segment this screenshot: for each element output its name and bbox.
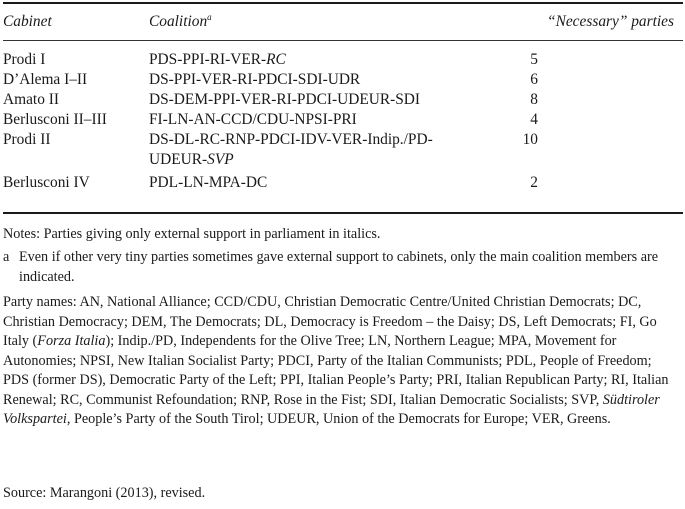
header-coalition	[149, 12, 212, 32]
table-bottom-rule	[3, 212, 683, 214]
table-top-rule	[3, 2, 683, 4]
coalition-cell	[149, 50, 286, 70]
table-row	[0, 173, 685, 193]
cabinet-cell: Prodi II	[3, 131, 51, 148]
coalition-cell: PDL-LN-MPA-DC	[149, 174, 268, 191]
cabinet-cell: Berlusconi IV	[3, 174, 90, 191]
coalition-cell: DS-DL-RC-RNP-PDCI-IDV-VER-Indip./PD-	[149, 131, 433, 148]
coalition-cell: DS-DEM-PPI-VER-RI-PDCI-UDEUR-SDI	[149, 91, 421, 108]
cabinet-cell: Amato II	[3, 91, 59, 108]
table-row	[0, 50, 685, 70]
necessary-cell: 4	[530, 111, 538, 128]
cabinet-cell: D’Alema I–II	[3, 71, 88, 88]
necessary-cell: 10	[522, 131, 538, 148]
coalition-text: UDEUR-	[149, 151, 208, 168]
coalition-cell-line2	[149, 150, 234, 170]
party-names-text: , People’s Party of the South Tirol; UDEUR, Union of the Democrats for Europe; VER, Greens.	[66, 411, 611, 427]
coalition-external-support: RC	[266, 51, 286, 68]
necessary-cell: 5	[530, 51, 538, 68]
table-row	[0, 110, 685, 130]
footnote-a-label: a	[3, 249, 10, 265]
table-row	[0, 70, 685, 90]
footnote-marker-a: a	[207, 11, 212, 22]
table-header-row	[0, 12, 685, 32]
table-row-continuation	[0, 150, 685, 170]
necessary-cell: 8	[530, 91, 538, 108]
coalition-external-support: SVP	[207, 151, 234, 168]
necessary-cell: 6	[530, 71, 538, 88]
table-row	[0, 130, 685, 150]
cabinet-cell: Berlusconi II–III	[3, 111, 107, 128]
header-coalition-label: Coalition	[149, 13, 208, 30]
table-header-rule	[3, 40, 683, 41]
coalition-cell: FI-LN-AN-CCD/CDU-NPSI-PRI	[149, 111, 357, 128]
party-names-legend	[3, 293, 675, 430]
italics-note: Notes: Parties giving only external support in parliament in italics.	[3, 226, 381, 242]
footnote-a	[3, 248, 675, 287]
coalition-text: PDS-PPI-RI-VER-	[149, 51, 267, 68]
necessary-cell: 2	[530, 174, 538, 191]
table-row	[0, 90, 685, 110]
party-names-text: Party names: AN, National Alliance; CCD/CDU, Christian Democratic Centre/United Christian Democrats; DC, Christian Democracy; DEM, The Democrats; DL, Democracy is Freedom – the Daisy; DS, Left Democrats; FI, Go Italy (	[3, 294, 657, 349]
party-names-italic: Forza Italia	[37, 333, 106, 349]
party-names-text: ); Indip./PD, Independents for the Olive Tree; LN, Northern League; MPA, Movement for Autonomies; NPSI, New Italian Socialist Party; PDCI, Party of the Italian Communists; PDL, People of Freedom; PDS (former DS), Democratic Party of the Left; PPI, Italian People’s Party; PRI, Italian Republican Party; RI, Italian Renewal; RC, Communist Refoundation; RNP, Rose in the Fist; SDI, Italian Democratic Socialists; SVP,	[3, 333, 669, 408]
header-necessary-parties: “Necessary” parties	[547, 13, 674, 30]
header-cabinet: Cabinet	[3, 13, 52, 30]
cabinet-cell: Prodi I	[3, 51, 46, 68]
source-note: Source: Marangoni (2013), revised.	[3, 485, 206, 501]
party-names-italic: Südtiroler Volkspartei	[3, 391, 660, 427]
coalition-cell: DS-PPI-VER-RI-PDCI-SDI-UDR	[149, 71, 361, 88]
footnote-a-text: Even if other very tiny parties sometimes gave external support to cabinets, only the main coalition members are indicated.	[19, 249, 659, 285]
